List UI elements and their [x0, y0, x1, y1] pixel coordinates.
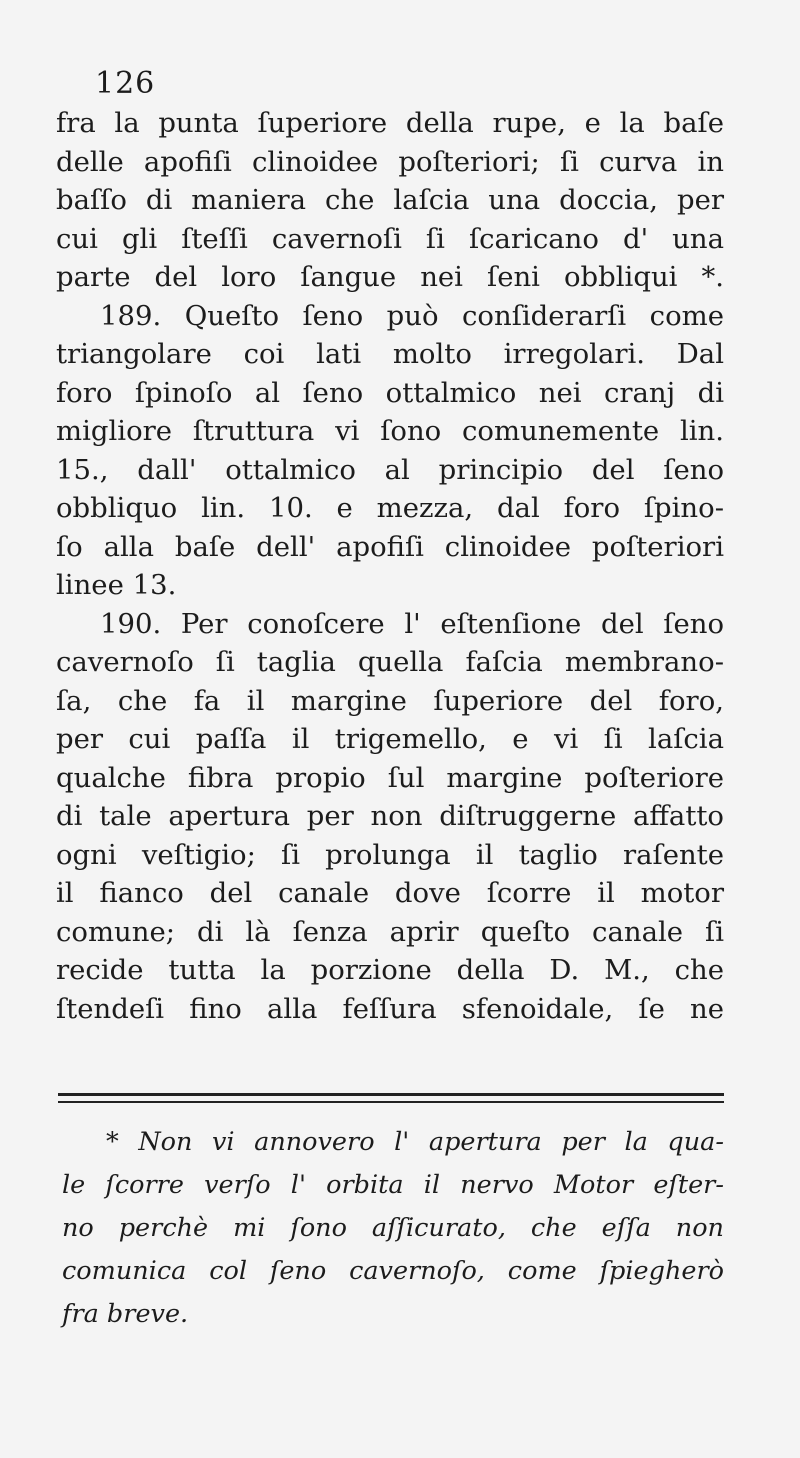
text-line: per cui paſſa il trigemello, e vi ſi laſcia: [56, 723, 724, 755]
footnote: [62, 1121, 724, 1336]
paragraph-189-start: 189. Queſto ſeno può conſiderarſi come: [100, 299, 724, 332]
text-line: parte del loro ſangue nei ſeni obbliqui *.: [56, 261, 724, 293]
text-line: migliore ſtruttura vi ſono comunemente lin.: [56, 415, 724, 447]
paragraph-190-start: 190. Per conoſcere l' eſtenſione del ſeno: [100, 607, 724, 640]
text-line: ogni veſtigio; ſi prolunga il taglio raſente: [56, 838, 724, 871]
text-line: ſtendeſi fino alla feſſura sfenoidale, ſe ne: [56, 992, 724, 1025]
text-line: qualche fibra propio ſul margine poſteriore: [56, 761, 724, 794]
text-line: foro ſpinoſo al ſeno ottalmico nei cranj di: [56, 376, 724, 409]
text-line: cavernoſo ſi taglia quella faſcia membrano-: [56, 646, 724, 678]
text-line: linee 13.: [56, 569, 177, 601]
text-line: 15., dall' ottalmico al principio del ſeno: [56, 453, 724, 486]
footnote-line: * Non vi annovero l' apertura per la qua-: [106, 1127, 724, 1157]
footnote-line: no perchè mi ſono aſſicurato, che eſſa non: [62, 1213, 724, 1243]
footnote-line: le ſcorre verſo l' orbita il nervo Motor eſter-: [62, 1170, 724, 1200]
text-line: ſa, che fa il margine ſuperiore del foro,: [56, 684, 724, 717]
text-line: ſo alla baſe dell' apofiſi clinoidee poſteriori: [56, 530, 724, 563]
text-line: il fianco del canale dove ſcorre il motor: [56, 877, 724, 909]
footnote-line: comunica col ſeno cavernoſo, come ſpiegherò: [62, 1256, 724, 1286]
text-line: cui gli ſteſſi cavernoſi ſi ſcaricano d' una: [56, 222, 724, 255]
footnote-line: fra breve.: [62, 1299, 189, 1329]
footnote-rule-thin: [58, 1101, 724, 1103]
text-line: baſſo di maniera che laſcia una doccia, per: [56, 184, 724, 216]
footnote-rule-thick: [58, 1093, 724, 1096]
text-line: comune; di là ſenza aprir queſto canale ſi: [56, 915, 724, 948]
text-line: triangolare coi lati molto irregolari. Dal: [56, 338, 724, 370]
text-line: delle apofiſi clinoidee poſteriori; ſi curva in: [56, 145, 724, 178]
text-line: di tale apertura per non diſtruggerne affatto: [56, 800, 724, 832]
text-line: recide tutta la porzione della D. M., che: [56, 954, 724, 986]
text-line: fra la punta ſuperiore della rupe, e la baſe: [56, 107, 724, 139]
text-line: obbliquo lin. 10. e mezza, dal foro ſpino-: [56, 492, 724, 524]
page-number: 126: [95, 66, 156, 101]
body-text: [56, 104, 724, 1028]
